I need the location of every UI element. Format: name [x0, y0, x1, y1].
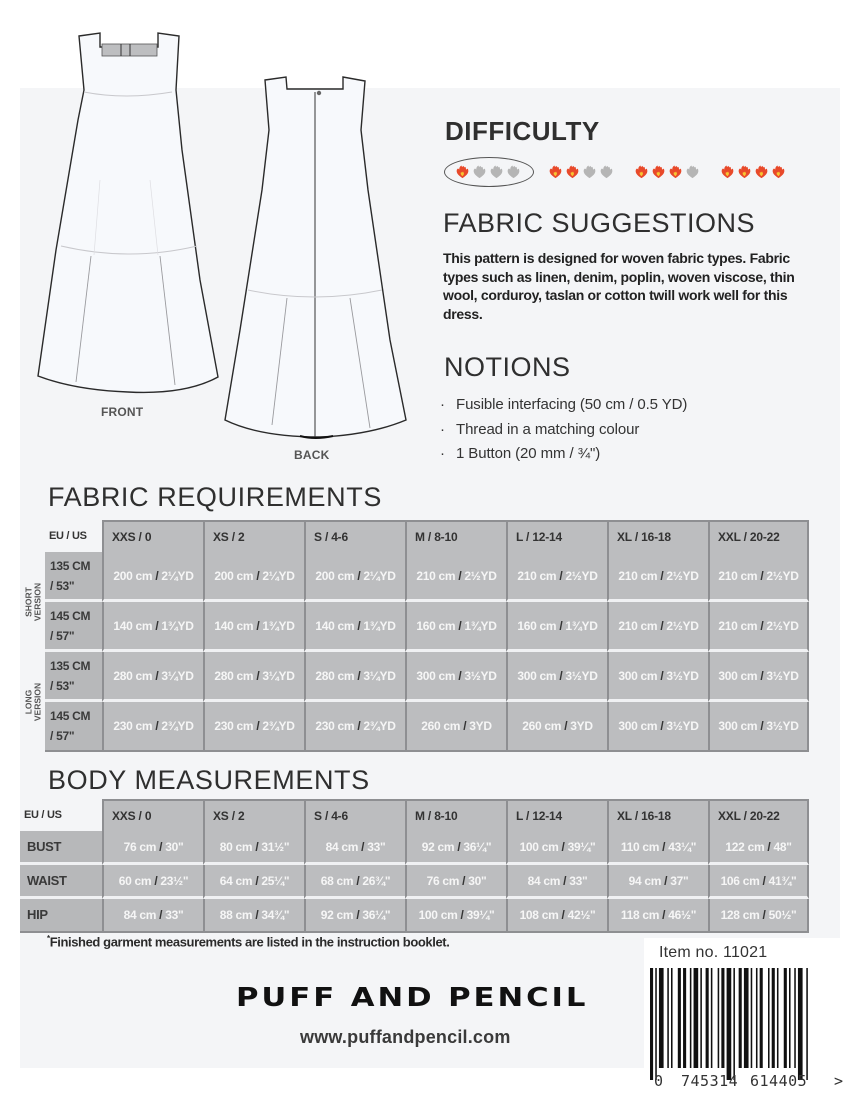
size-header: L / 12-14	[506, 520, 607, 552]
table-cell: 100 cm / 39¼"	[506, 831, 607, 865]
barcode-digits-right: 614405	[750, 1072, 808, 1090]
fabric-width-label: 135 CM / 53"	[45, 652, 102, 702]
difficulty-level-1	[444, 157, 534, 187]
fabric-requirements-table	[20, 520, 809, 752]
barcode-end-mark: >	[834, 1072, 844, 1090]
corner-label: EU / US	[45, 520, 102, 552]
fabric-width-label: 145 CM / 57"	[45, 602, 102, 652]
front-label: FRONT	[101, 405, 144, 419]
table-cell: 100 cm / 39¼"	[405, 899, 506, 933]
body-measurements-table	[20, 799, 809, 933]
bullet-icon: ·	[440, 445, 445, 462]
notion-item: · Fusible interfacing (50 cm / 0.5 YD)	[440, 393, 687, 418]
dress-illustration	[0, 0, 430, 470]
table-cell: 210 cm / 2½YD	[708, 552, 809, 602]
table-cell: 110 cm / 43¼"	[607, 831, 708, 865]
size-header: L / 12-14	[506, 799, 607, 831]
flame-icon	[634, 165, 649, 179]
flame-icon	[599, 165, 614, 179]
table-cell: 76 cm / 30"	[405, 865, 506, 899]
table-cell: 230 cm / 2¾YD	[304, 702, 405, 752]
flame-icon	[737, 165, 752, 179]
table-cell: 106 cm / 41¾"	[708, 865, 809, 899]
table-cell: 300 cm / 3½YD	[607, 702, 708, 752]
back-label: BACK	[294, 448, 330, 462]
table-cell: 260 cm / 3YD	[405, 702, 506, 752]
table-cell: 210 cm / 2½YD	[506, 552, 607, 602]
table-cell: 160 cm / 1¾YD	[405, 602, 506, 652]
table-cell: 210 cm / 2½YD	[607, 602, 708, 652]
table-cell: 76 cm / 30"	[102, 831, 203, 865]
size-header: XXS / 0	[102, 799, 203, 831]
table-cell: 300 cm / 3½YD	[607, 652, 708, 702]
table-row	[20, 831, 809, 865]
version-label: SHORT VERSION	[20, 552, 45, 652]
dress-technical-drawing	[0, 0, 430, 470]
table-cell: 60 cm / 23½"	[102, 865, 203, 899]
flame-icon	[455, 165, 470, 179]
item-number: Item no. 11021	[659, 944, 768, 961]
table-cell: 230 cm / 2¾YD	[203, 702, 304, 752]
table-cell: 128 cm / 50½"	[708, 899, 809, 933]
size-header: XXL / 20-22	[708, 799, 809, 831]
flame-icon	[582, 165, 597, 179]
table-cell: 160 cm / 1¾YD	[506, 602, 607, 652]
size-header: S / 4-6	[304, 799, 405, 831]
flame-icon	[685, 165, 700, 179]
bullet-icon: ·	[440, 396, 445, 413]
size-header: XS / 2	[203, 520, 304, 552]
barcode-digit-first: 0	[654, 1072, 664, 1090]
table-cell: 84 cm / 33"	[506, 865, 607, 899]
bullet-icon: ·	[440, 420, 445, 438]
table-row	[20, 865, 809, 899]
measurement-label: WAIST	[20, 865, 102, 899]
table-cell: 92 cm / 36¼"	[304, 899, 405, 933]
table-row	[20, 602, 809, 652]
table-cell: 68 cm / 26¾"	[304, 865, 405, 899]
difficulty-heading: DIFFICULTY	[445, 116, 600, 146]
notion-item: · Thread in a matching colour	[440, 418, 687, 443]
table-cell: 88 cm / 34¾"	[203, 899, 304, 933]
table-cell: 300 cm / 3½YD	[506, 652, 607, 702]
table-cell: 94 cm / 37"	[607, 865, 708, 899]
size-header: XL / 16-18	[607, 520, 708, 552]
table-cell: 122 cm / 48"	[708, 831, 809, 865]
flame-icon	[754, 165, 769, 179]
table-cell: 118 cm / 46½"	[607, 899, 708, 933]
notions-list	[440, 393, 687, 467]
table-cell: 200 cm / 2¼YD	[203, 552, 304, 602]
fabric-width-label: 135 CM / 53"	[45, 552, 102, 602]
table-cell: 200 cm / 2¼YD	[102, 552, 203, 602]
table-cell: 140 cm / 1¾YD	[203, 602, 304, 652]
difficulty-level-4	[720, 157, 788, 187]
size-header: XL / 16-18	[607, 799, 708, 831]
flame-icon	[565, 165, 580, 179]
table-cell: 280 cm / 3¼YD	[102, 652, 203, 702]
table-cell: 64 cm / 25¼"	[203, 865, 304, 899]
size-header: S / 4-6	[304, 520, 405, 552]
front-dress-drawing	[38, 33, 218, 392]
flame-icon	[651, 165, 666, 179]
table-cell: 230 cm / 2¾YD	[102, 702, 203, 752]
flame-icon	[506, 165, 521, 179]
flame-icon	[548, 165, 563, 179]
difficulty-level-2	[548, 157, 616, 187]
difficulty-rating	[444, 157, 804, 187]
table-cell: 300 cm / 3½YD	[708, 652, 809, 702]
notions-heading: NOTIONS	[444, 352, 571, 382]
table-cell: 200 cm / 2¼YD	[304, 552, 405, 602]
website-link[interactable]: www.puffandpencil.com	[300, 1027, 511, 1047]
notion-item: · 1 Button (20 mm / ¾")	[440, 442, 687, 467]
size-header: M / 8-10	[405, 799, 506, 831]
size-header: M / 8-10	[405, 520, 506, 552]
table-cell: 300 cm / 3½YD	[405, 652, 506, 702]
barcode-area	[644, 938, 844, 1096]
measurement-label: HIP	[20, 899, 102, 933]
flame-icon	[720, 165, 735, 179]
measurement-label: BUST	[20, 831, 102, 865]
table-cell: 84 cm / 33"	[102, 899, 203, 933]
fabric-width-label: 145 CM / 57"	[45, 702, 102, 752]
size-header: XXL / 20-22	[708, 520, 809, 552]
table-cell: 108 cm / 42½"	[506, 899, 607, 933]
body-measurements-heading: BODY MEASUREMENTS	[48, 765, 370, 795]
corner-label: EU / US	[20, 799, 102, 831]
table-cell: 84 cm / 33"	[304, 831, 405, 865]
size-header: XXS / 0	[102, 520, 203, 552]
size-header: XS / 2	[203, 799, 304, 831]
table-cell: 280 cm / 3¼YD	[304, 652, 405, 702]
table-row	[20, 702, 809, 752]
brand-logo: PUFF AND PENCIL	[236, 983, 589, 1013]
barcode-icon	[644, 968, 844, 1093]
difficulty-level-3	[634, 157, 702, 187]
table-cell: 260 cm / 3YD	[506, 702, 607, 752]
barcode-digits-left: 745314	[681, 1072, 739, 1090]
table-cell: 140 cm / 1¾YD	[102, 602, 203, 652]
table-row	[20, 899, 809, 933]
table-cell: 210 cm / 2½YD	[405, 552, 506, 602]
table-cell: 280 cm / 3¼YD	[203, 652, 304, 702]
fabric-suggestions-heading: FABRIC SUGGESTIONS	[443, 208, 756, 238]
table-cell: 140 cm / 1¾YD	[304, 602, 405, 652]
table-row	[20, 652, 809, 702]
table-cell: 92 cm / 36¼"	[405, 831, 506, 865]
table-cell: 300 cm / 3½YD	[708, 702, 809, 752]
flame-icon	[472, 165, 487, 179]
table-row	[20, 552, 809, 602]
flame-icon	[771, 165, 786, 179]
fabric-suggestions-text: This pattern is designed for woven fabric types. Fabric types such as linen, denim, poplin, woven viscose, thin wool, corduroy, taslan or cotton twill work well for this dress.	[443, 250, 795, 322]
table-cell: 210 cm / 2½YD	[708, 602, 809, 652]
footnote: *Finished garment measurements are listed in the instruction booklet.	[47, 934, 450, 950]
table-cell: 210 cm / 2½YD	[607, 552, 708, 602]
flame-icon	[489, 165, 504, 179]
table-cell: 80 cm / 31½"	[203, 831, 304, 865]
fabric-requirements-heading: FABRIC REQUIREMENTS	[48, 482, 382, 512]
version-label: LONG VERSION	[20, 652, 45, 752]
flame-icon	[668, 165, 683, 179]
